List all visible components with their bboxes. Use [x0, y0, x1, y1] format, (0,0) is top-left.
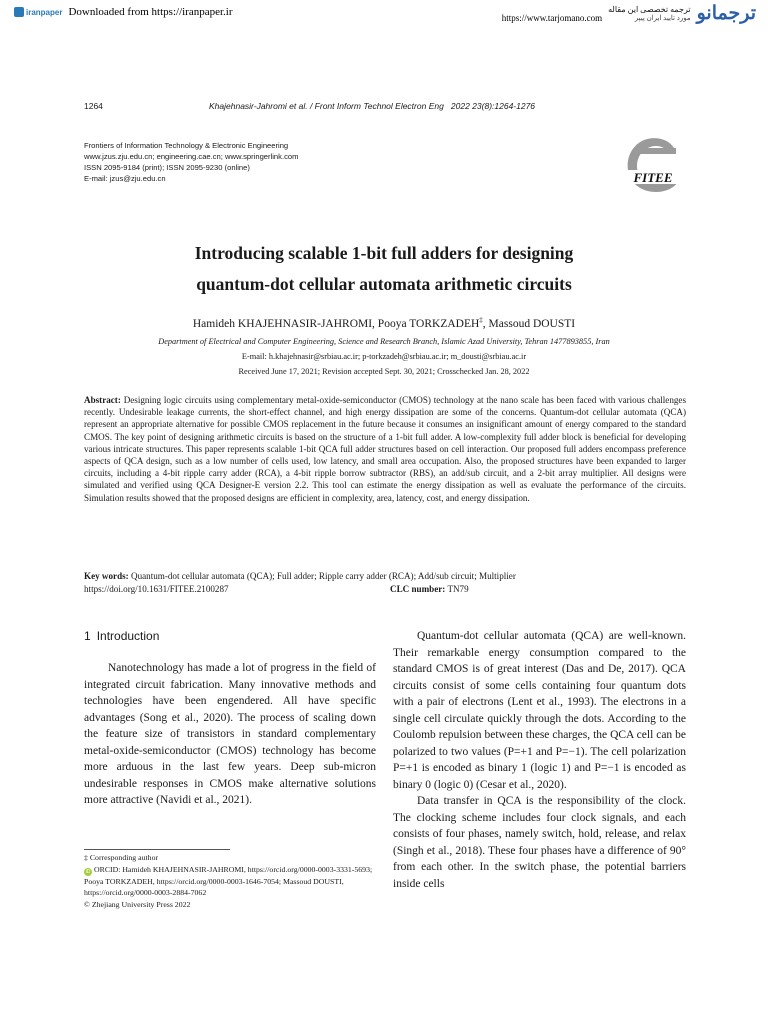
running-head-authors: Khajehnasir-Jahromi et al. / Front Inform Technol Electron Eng — [209, 101, 444, 111]
keywords-text: Quantum-dot cellular automata (QCA); Full adder; Ripple carry adder (RCA); Add/sub circuit; Multiplier — [131, 571, 516, 581]
affiliation: Department of Electrical and Computer Engineering, Science and Research Branch, Islamic Azad University, Tehran 1477893855, Iran — [158, 337, 610, 346]
abstract — [84, 394, 686, 504]
tarjomano-link[interactable]: https://www.tarjomano.com — [501, 12, 603, 23]
running-head — [209, 101, 535, 111]
abstract-text: Designing logic circuits using complementary metal-oxide-semiconductor (CMOS) technology at the nano scale has been faced with various challenges recently. Undesirable leakage currents, the short-effect channel, and high energy dissipation are some of the concerns. Quantum-dot cellular automata (QCA) represent an appropriate alternative for possible CMOS replacement in the future because it consumes an insignificant amount of energy compared to the standard CMOS. The key point of designing arithmetic circuits is based on the structure of a 1-bit full adder. A low-complexity full adder block is beneficial for developing various intricate structures. This paper represents scalable 1-bit QCA full adder structures based on cell interaction. Our proposed full adders encompass preference aspects of QCA design, such as a low number of cells used, low latency, and small area occupation. Also, the proposed structures have been expanded to larger circuits, including a 4-bit ripple carry adder (RCA), a 4-bit ripple borrow subtractor (RBS), an add/sub circuit, and a 2-bit array multiplier. All designs were simulated and verified using QCA Designer-E version 2.2. This tool can estimate the energy dissipation as well as evaluate the performance of the circuits. Simulation results showed that the proposed designs are efficient in complexity, area, latency, cost, and energy dissipation. — [84, 395, 686, 503]
section-heading-introduction — [84, 629, 159, 643]
received-dates: Received June 17, 2021; Revision accepted Sept. 30, 2021; Crosschecked Jan. 28, 2022 — [238, 367, 530, 376]
tarjomano-tagline — [608, 5, 690, 23]
journal-issn: ISSN 2095-9184 (print); ISSN 2095-9230 (online) — [84, 163, 250, 172]
author-emails: E-mail: h.khajehnasir@srbiau.ac.ir; p-torkzadeh@srbiau.ac.ir; m_dousti@srbiau.ac.ir — [241, 352, 527, 361]
orcid-icon: iD — [85, 868, 91, 875]
fitee-logo-icon — [624, 134, 682, 194]
journal-websites: www.jzus.zju.edu.cn; engineering.cae.cn; www.springerlink.com — [84, 152, 299, 161]
intro-paragraph-2: Quantum-dot cellular automata (QCA) are well-known. Their remarkable energy consumption compared to the standard CMOS is of great interest (Das and De, 2017). QCA circuits consist of some cells containing four quantum dots with a pair of electrons (Lent et al., 1993). The electrons in a single cell circulate quickly through the dots. According to the Coulomb repulsion between these charges, the QCA cell can be polarized to two values (P=+1 and P=−1). The cell polarization P=+1 is encoded as binary 1 (logic 1) and P=−1 is encoded as binary 0 (logic 0) (Cesar et al., 2020). — [393, 630, 686, 791]
copyright-footnote: © Zhejiang University Press 2022 — [84, 899, 191, 909]
footnotes — [84, 852, 376, 910]
journal-info — [84, 140, 298, 184]
iranpaper-logo-icon — [14, 7, 24, 17]
tarjomano-banner — [502, 2, 756, 25]
tarjomano-logo[interactable]: ترجمانو — [696, 3, 756, 24]
downloaded-from-link[interactable]: Downloaded from https://iranpaper.ir — [68, 6, 233, 18]
corresponding-footnote: ‡ Corresponding author — [84, 853, 159, 862]
authors-main: Hamideh KHAJEHNASIR-JAHROMI, Pooya TORKZADEH — [192, 317, 480, 330]
download-banner — [14, 4, 233, 20]
fitee-logo-text: FITEE — [633, 170, 673, 185]
intro-paragraph-3: Data transfer in QCA is the responsibility of the clock. The clocking scheme includes four clock signals, and each consists of four phases, namely switch, hold, release, and relax (Singh et al., 2018). These four phases have a difference of 90° from each other. In the switch phase, the potential barriers inside cells — [393, 795, 686, 890]
iranpaper-logo-text: iranpaper — [26, 7, 63, 17]
doi-line — [84, 583, 686, 595]
iranpaper-logo — [14, 7, 62, 17]
corresponding-mark: ‡ — [479, 316, 483, 324]
section-title: Introduction — [96, 629, 160, 643]
authors-tail: , Massoud DOUSTI — [482, 317, 576, 330]
journal-email: E-mail: jzus@zju.edu.cn — [84, 174, 166, 183]
running-head-citation: 2022 23(8):1264-1276 — [450, 101, 536, 111]
clc-label: CLC number: — [390, 584, 446, 594]
clc-value: TN79 — [447, 584, 469, 594]
article-title — [0, 238, 768, 300]
keywords — [84, 570, 686, 582]
title-line-1: Introducing scalable 1-bit full adders for designing — [194, 243, 574, 263]
orcid-text: ORCID: Hamideh KHAJEHNASIR-JAHROMI, https://orcid.org/0000-0003-3331-5693; Pooya TORKZADEH, https://orcid.org/0000-0003-1646-7054; Massoud DOUSTI, https://orcid.org/0000-0003-2884-7062 — [84, 864, 373, 897]
intro-paragraph-1: Nanotechnology has made a lot of progress in the field of integrated circuit fabrication. Many innovative methods and technologies have been engendered. All have specific advantages (Song et al., 2020). The process of scaling down the feature size of transistors in standard complementary metal-oxide-semiconductor (CMOS) technology has become more arduous in the last few years. Deep sub-micron undesirable responses in CMOS make alternative solutions more attractive (Navidi et al., 2021). — [84, 662, 376, 806]
orcid-footnote — [84, 864, 376, 899]
tarjomano-tagline-sub: مورد تایید ایران پیپر — [634, 13, 691, 22]
author-list — [0, 316, 768, 330]
doi-link[interactable]: https://doi.org/10.1631/FITEE.2100287 — [84, 584, 229, 594]
section-number: 1 — [84, 629, 91, 643]
keywords-label: Key words: — [84, 571, 129, 581]
tarjomano-tagline-main: ترجمه تخصصی این مقاله — [608, 4, 691, 14]
journal-name: Frontiers of Information Technology & Electronic Engineering — [84, 141, 289, 150]
left-column — [84, 660, 376, 809]
title-line-2: quantum-dot cellular automata arithmetic circuits — [196, 274, 572, 294]
abstract-label: Abstract: — [84, 395, 121, 405]
page-number: 1264 — [84, 101, 103, 111]
footnote-divider — [84, 849, 230, 850]
right-column — [393, 628, 686, 892]
clc-number — [390, 583, 469, 595]
